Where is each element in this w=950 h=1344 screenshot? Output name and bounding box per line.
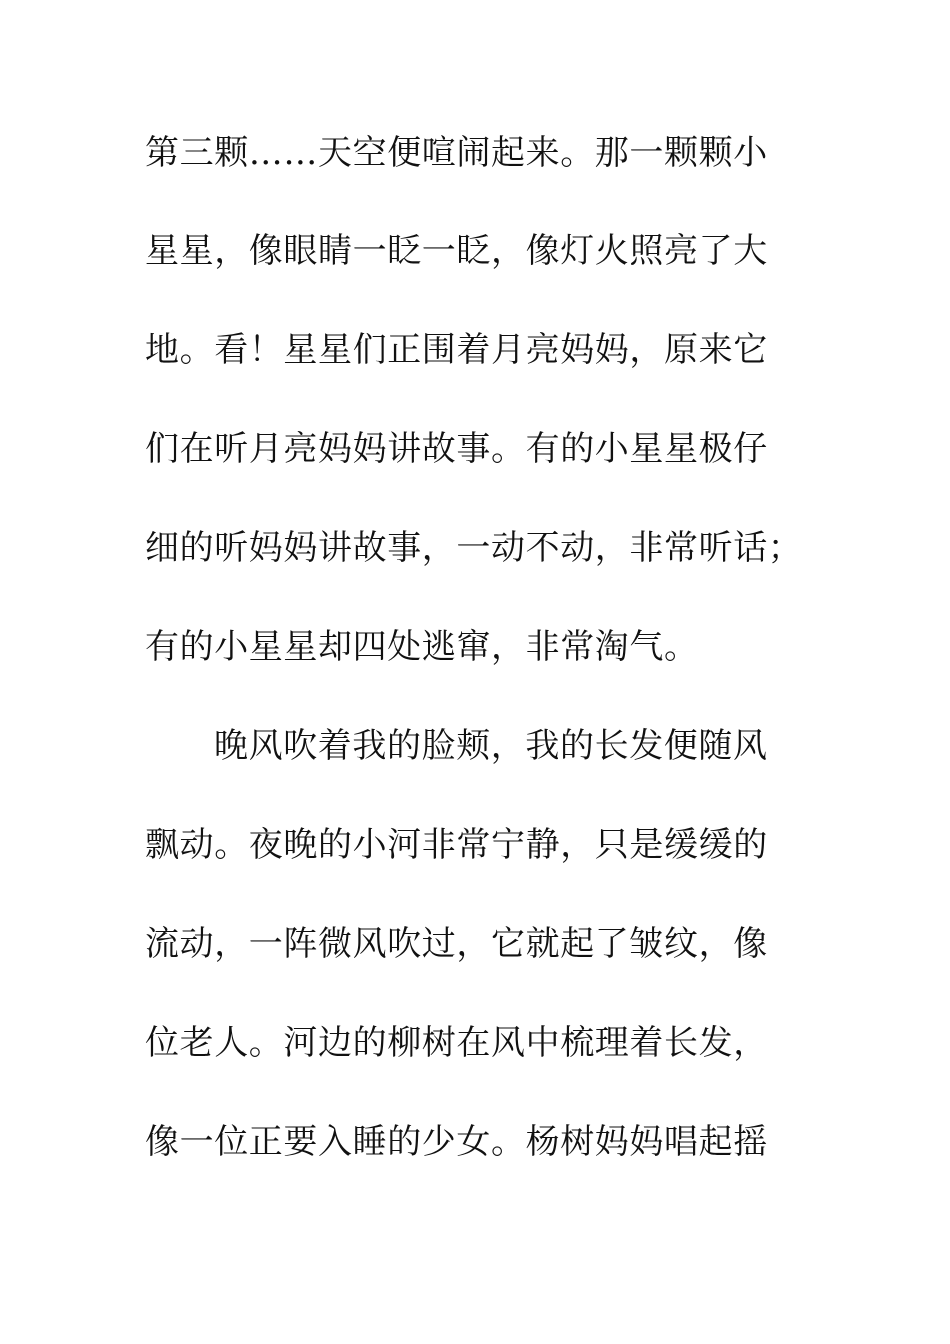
text-line-2: 星星，像眼睛一眨一眨，像灯火照亮了大 xyxy=(145,231,768,271)
text-line-11: 像一位正要入睡的少女。杨树妈妈唱起摇 xyxy=(145,1122,768,1162)
text-line-1: 第三颗……天空便喧闹起来。那一颗颗小 xyxy=(145,133,768,173)
text-line-6: 有的小星星却四处逃窜，非常淘气。 xyxy=(145,627,699,667)
text-line-4: 们在听月亮妈妈讲故事。有的小星星极仔 xyxy=(145,429,768,469)
text-line-9: 流动，一阵微风吹过，它就起了皱纹，像 xyxy=(145,924,768,964)
text-line-7: 晚风吹着我的脸颊，我的长发便随风 xyxy=(214,726,768,766)
text-line-5: 细的听妈妈讲故事，一动不动，非常听话； xyxy=(145,528,803,568)
text-line-8: 飘动。夜晚的小河非常宁静，只是缓缓的 xyxy=(145,825,768,865)
text-line-3: 地。看！星星们正围着月亮妈妈，原来它 xyxy=(145,330,768,370)
text-line-10: 位老人。河边的柳树在风中梳理着长发， xyxy=(145,1023,768,1063)
